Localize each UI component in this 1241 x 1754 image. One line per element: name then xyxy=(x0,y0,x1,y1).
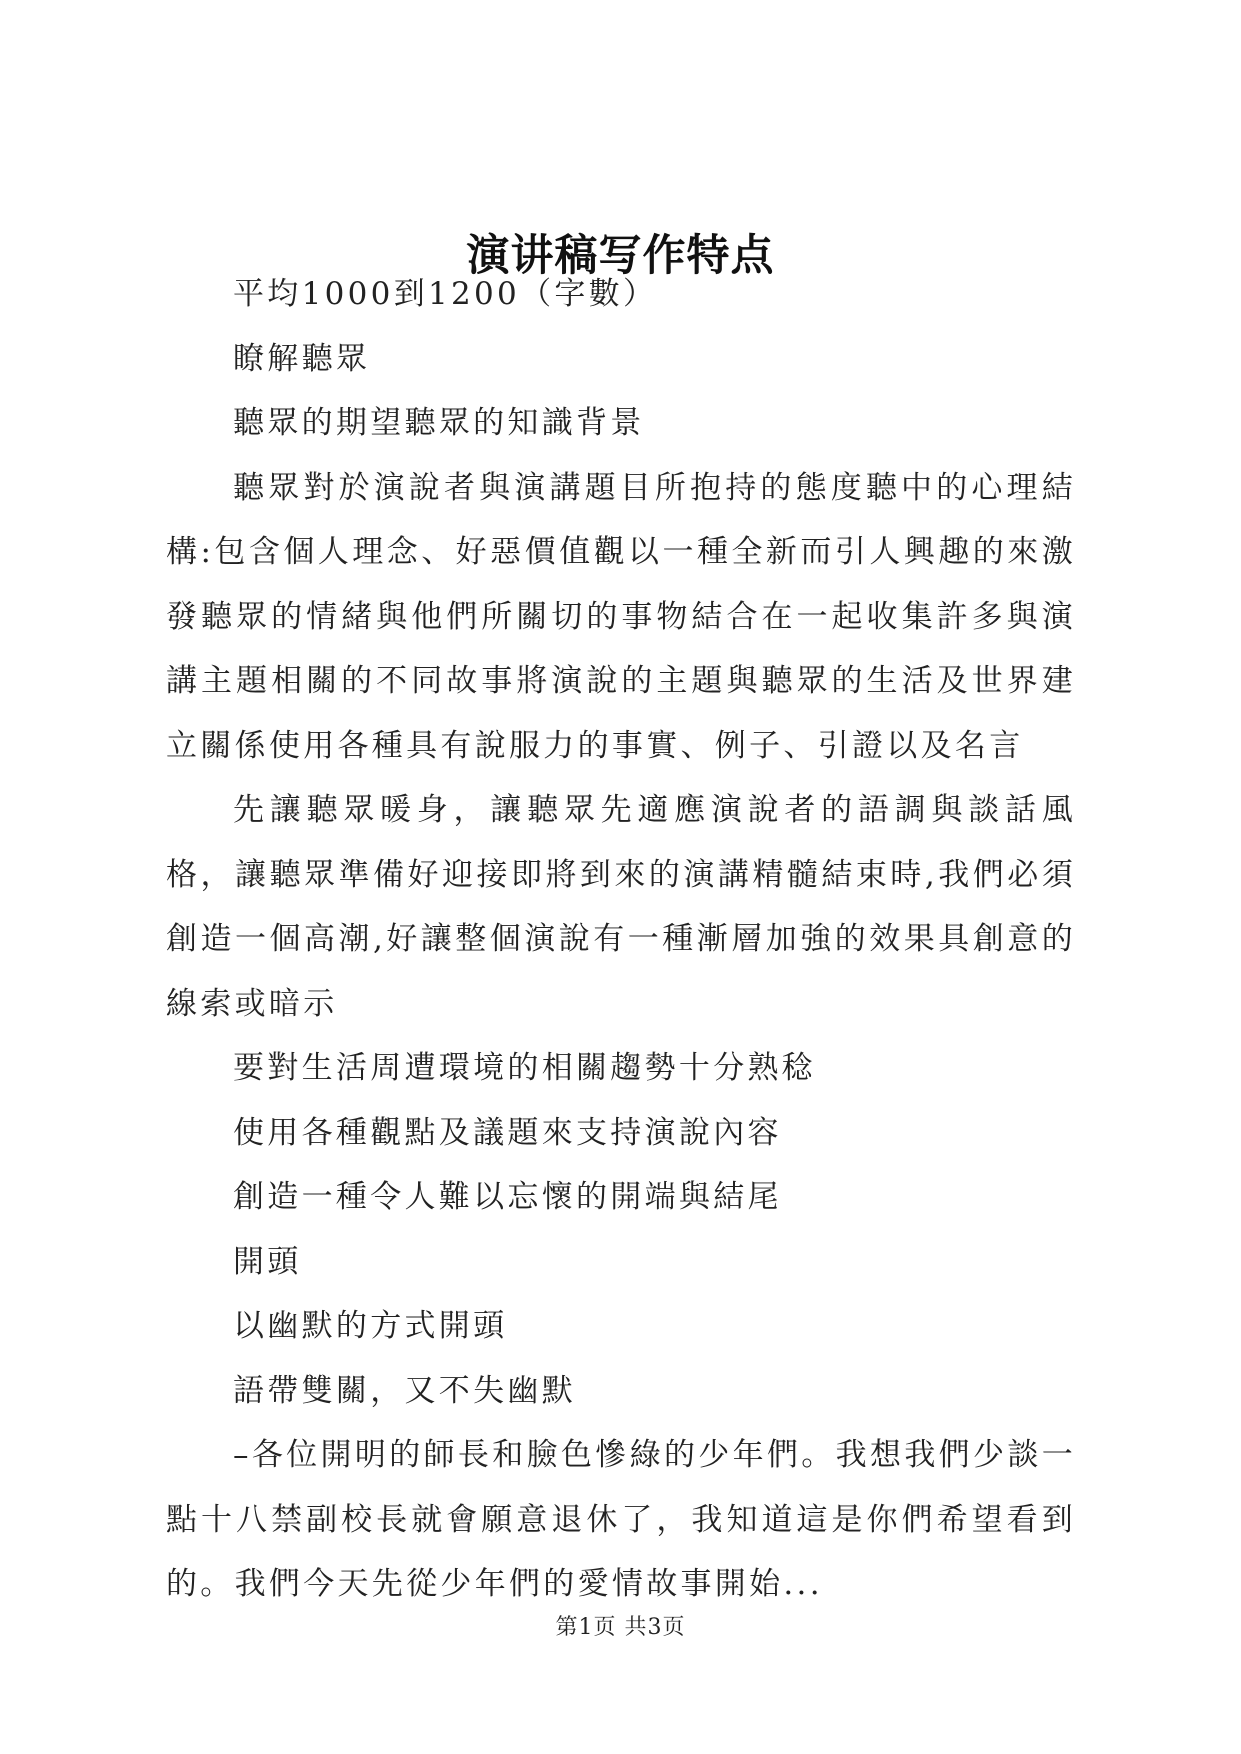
paragraph-average-word-count: 平均1000到1200（字數） xyxy=(233,276,658,312)
paragraph-example-speech: –各位開明的師長和臉色慘綠的少年們。我想我們少談一點十八禁副校長就會願意退休了，我知道這是你們希望看到的。我們今天先從少年們的愛情故事開始... xyxy=(166,1437,1076,1602)
paragraph-opening-heading: 開頭 xyxy=(233,1243,302,1280)
document-body xyxy=(166,262,1076,1617)
document-title: 演讲稿写作特点 xyxy=(466,231,775,281)
paragraph-memorable-opening: 創造一種令人難以忘懷的開端與結尾 xyxy=(233,1179,782,1215)
paragraph-understand-audience: 瞭解聽眾 xyxy=(233,340,371,377)
paragraph-audience-expectations: 聽眾的期望聽眾的知識背景 xyxy=(233,405,645,441)
paragraph-viewpoints: 使用各種觀點及議題來支持演說內容 xyxy=(233,1114,782,1151)
page-number-label: 第1页 共3页 xyxy=(555,1615,686,1640)
paragraph-double-meaning: 語帶雙關，又不失幽默 xyxy=(233,1372,576,1409)
paragraph-audience-attitude: 聽眾對於演說者與演講題目所抱持的態度聽中的心理結構:包含個人理念、好惡價值觀以一種全新而引人興趣的來激發聽眾的情緒與他們所關切的事物結合在一起收集許多與演講主題相關的不同故事將演說的主題與聽眾的生活及世界建立關係使用各種具有說服力的事實、例子、引證以及名言 xyxy=(166,469,1076,764)
paragraph-warm-up: 先讓聽眾暖身，讓聽眾先適應演說者的語調與談話風格，讓聽眾準備好迎接即將到來的演講精髓結束時,我們必須創造一個高潮,好讓整個演說有一種漸層加強的效果具創意的線索或暗示 xyxy=(166,792,1076,1022)
paragraph-trends: 要對生活周遭環境的相關趨勢十分熟稔 xyxy=(233,1050,817,1086)
paragraph-humor-opening: 以幽默的方式開頭 xyxy=(233,1308,508,1344)
page-footer xyxy=(0,1610,1241,1641)
